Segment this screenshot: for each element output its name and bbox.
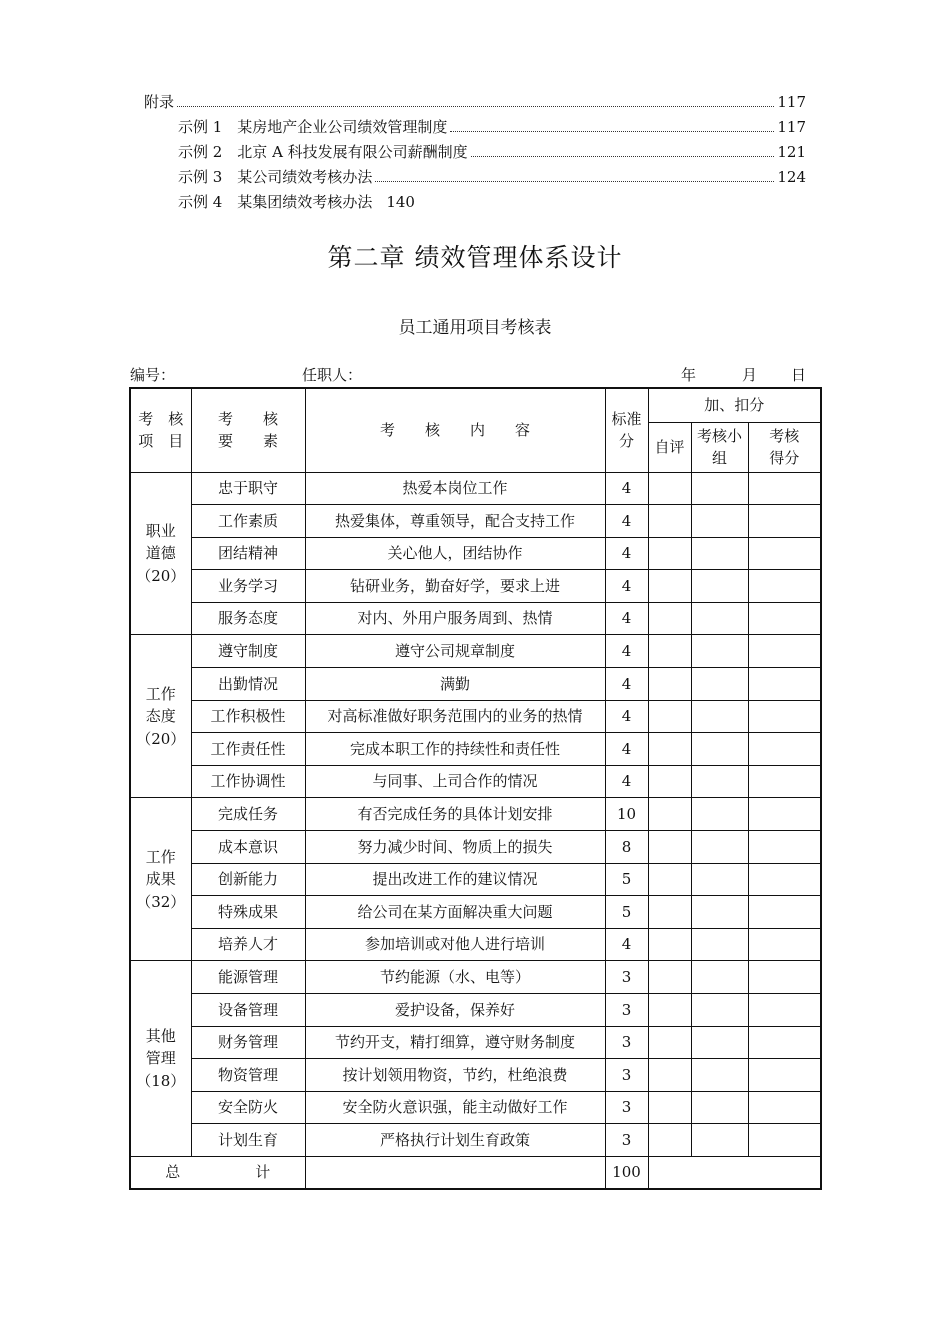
header-content: 考 核 内 容: [305, 388, 605, 472]
self-eval-cell[interactable]: [648, 994, 691, 1027]
content-cell: 节约开支，精打细算，遵守财务制度: [305, 1026, 605, 1059]
year-label: 年: [681, 366, 697, 384]
toc-leader-dots: [375, 181, 774, 182]
toc-entry-page: 117: [777, 118, 806, 136]
points-cell: 4: [605, 668, 648, 701]
points-cell: 3: [605, 1091, 648, 1124]
content-cell: 给公司在某方面解决重大问题: [305, 896, 605, 929]
points-cell: 4: [605, 733, 648, 766]
content-cell: 节约能源（水、电等）: [305, 961, 605, 994]
group-eval-cell[interactable]: [691, 570, 748, 603]
content-cell: 与同事、上司合作的情况: [305, 765, 605, 798]
final-score-cell[interactable]: [748, 733, 821, 766]
final-score-cell[interactable]: [748, 798, 821, 831]
content-cell: 钻研业务，勤奋好学，要求上进: [305, 570, 605, 603]
group-label: 其他 管理 （18）: [130, 961, 191, 1157]
month-label: 月: [742, 366, 758, 384]
header-standard-points: 标准 分: [605, 388, 648, 472]
content-cell: 有否完成任务的具体计划安排: [305, 798, 605, 831]
toc-leader-dots: [450, 131, 774, 132]
self-eval-cell[interactable]: [648, 896, 691, 929]
header-item: 考 核 项 目: [130, 388, 191, 472]
content-cell: 提出改进工作的建议情况: [305, 863, 605, 896]
element-cell: 能源管理: [191, 961, 305, 994]
group-eval-cell[interactable]: [691, 1026, 748, 1059]
self-eval-cell[interactable]: [648, 1124, 691, 1157]
self-eval-cell[interactable]: [648, 863, 691, 896]
self-eval-cell[interactable]: [648, 1026, 691, 1059]
content-cell: 对高标准做好职务范围内的业务的热情: [305, 700, 605, 733]
group-eval-cell[interactable]: [691, 994, 748, 1027]
content-cell: 努力减少时间、物质上的损失: [305, 831, 605, 864]
group-eval-cell[interactable]: [691, 961, 748, 994]
group-eval-cell[interactable]: [691, 928, 748, 961]
number-label: 编号：: [130, 366, 176, 384]
final-score-cell[interactable]: [748, 961, 821, 994]
final-score-cell[interactable]: [748, 765, 821, 798]
toc-leader-dots: [471, 156, 775, 157]
content-cell: 对内、外用户服务周到、热情: [305, 602, 605, 635]
self-eval-cell[interactable]: [648, 668, 691, 701]
element-cell: 业务学习: [191, 570, 305, 603]
final-score-cell[interactable]: [748, 570, 821, 603]
element-cell: 培养人才: [191, 928, 305, 961]
group-eval-cell[interactable]: [691, 1059, 748, 1092]
element-cell: 财务管理: [191, 1026, 305, 1059]
group-eval-cell[interactable]: [691, 505, 748, 538]
table-row: [130, 570, 821, 603]
toc-entry-example-4[interactable]: [178, 191, 415, 212]
final-score-cell[interactable]: [748, 1026, 821, 1059]
table-row: [130, 472, 821, 505]
element-cell: 工作协调性: [191, 765, 305, 798]
chapter-title: 第二章 绩效管理体系设计: [327, 243, 623, 272]
toc-entry-page: 124: [777, 168, 806, 186]
final-score-cell[interactable]: [748, 472, 821, 505]
toc-entry-label: 示例 2 北京 A 科技发展有限公司薪酬制度: [178, 143, 468, 161]
toc-entry-appendix[interactable]: [144, 91, 806, 112]
self-eval-cell[interactable]: [648, 831, 691, 864]
table-row: [130, 831, 821, 864]
final-score-cell[interactable]: [748, 537, 821, 570]
group-eval-cell[interactable]: [691, 472, 748, 505]
element-cell: 服务态度: [191, 602, 305, 635]
element-cell: 安全防火: [191, 1091, 305, 1124]
table-row: [130, 602, 821, 635]
table-row: [130, 668, 821, 701]
total-points: 100: [605, 1156, 648, 1189]
final-score-cell[interactable]: [748, 700, 821, 733]
points-cell: 4: [605, 765, 648, 798]
points-cell: 8: [605, 831, 648, 864]
self-eval-cell[interactable]: [648, 602, 691, 635]
group-eval-cell[interactable]: [691, 733, 748, 766]
element-cell: 创新能力: [191, 863, 305, 896]
self-eval-cell[interactable]: [648, 798, 691, 831]
points-cell: 5: [605, 896, 648, 929]
points-cell: 4: [605, 928, 648, 961]
final-score-cell[interactable]: [748, 1059, 821, 1092]
self-eval-cell[interactable]: [648, 472, 691, 505]
toc-entry-example-3[interactable]: [178, 166, 806, 187]
group-eval-cell[interactable]: [691, 537, 748, 570]
toc-leader-dots: [177, 106, 774, 107]
header-final-score: 考核 得分: [748, 422, 821, 472]
content-cell: 爱护设备，保养好: [305, 994, 605, 1027]
final-score-cell[interactable]: [748, 505, 821, 538]
toc-entry-page: 121: [777, 143, 806, 161]
self-eval-cell[interactable]: [648, 961, 691, 994]
toc-entry-example-1[interactable]: [178, 116, 806, 137]
content-cell: 按计划领用物资，节约，杜绝浪费: [305, 1059, 605, 1092]
group-eval-cell[interactable]: [691, 1091, 748, 1124]
content-cell: 严格执行计划生育政策: [305, 1124, 605, 1157]
points-cell: 4: [605, 472, 648, 505]
total-score-cell[interactable]: [648, 1156, 821, 1189]
table-row: [130, 765, 821, 798]
final-score-cell[interactable]: [748, 863, 821, 896]
points-cell: 4: [605, 602, 648, 635]
self-eval-cell[interactable]: [648, 733, 691, 766]
total-content-cell[interactable]: [305, 1156, 605, 1189]
points-cell: 3: [605, 1059, 648, 1092]
toc-entry-page: 117: [777, 93, 806, 111]
table-row: [130, 635, 821, 668]
final-score-cell[interactable]: [748, 928, 821, 961]
self-eval-cell[interactable]: [648, 537, 691, 570]
element-cell: 特殊成果: [191, 896, 305, 929]
group-label: 职业 道德 （20）: [130, 472, 191, 635]
group-eval-cell[interactable]: [691, 602, 748, 635]
group-eval-cell[interactable]: [691, 896, 748, 929]
element-cell: 计划生育: [191, 1124, 305, 1157]
element-cell: 工作积极性: [191, 700, 305, 733]
table-row: [130, 1091, 821, 1124]
toc-entry-label: 示例 1 某房地产企业公司绩效管理制度: [178, 118, 448, 136]
group-eval-cell[interactable]: [691, 700, 748, 733]
header-adjust: 加、扣分: [648, 388, 821, 422]
appointee-label: 任职人：: [302, 366, 363, 384]
header-group-eval: 考核小 组: [691, 422, 748, 472]
toc-entry-example-2[interactable]: [178, 141, 806, 162]
element-cell: 工作素质: [191, 505, 305, 538]
element-cell: 遵守制度: [191, 635, 305, 668]
content-cell: 满勤: [305, 668, 605, 701]
group-label: 工作 态度 （20）: [130, 635, 191, 798]
table-row: [130, 505, 821, 538]
points-cell: 4: [605, 505, 648, 538]
header-self-eval: 自评: [648, 422, 691, 472]
self-eval-cell[interactable]: [648, 635, 691, 668]
content-cell: 热爱本岗位工作: [305, 472, 605, 505]
self-eval-cell[interactable]: [648, 1059, 691, 1092]
element-cell: 完成任务: [191, 798, 305, 831]
element-cell: 团结精神: [191, 537, 305, 570]
toc-entry-page: 140: [386, 193, 415, 211]
day-label: 日: [791, 366, 807, 384]
toc-entry-label: 示例 4 某集团绩效考核办法: [178, 193, 373, 211]
self-eval-cell[interactable]: [648, 765, 691, 798]
table-row: [130, 733, 821, 766]
points-cell: 3: [605, 1026, 648, 1059]
content-cell: 参加培训或对他人进行培训: [305, 928, 605, 961]
total-row: [130, 1156, 821, 1189]
element-cell: 出勤情况: [191, 668, 305, 701]
table-row: [130, 1059, 821, 1092]
final-score-cell[interactable]: [748, 1091, 821, 1124]
table-title: 员工通用项目考核表: [398, 318, 552, 338]
group-eval-cell[interactable]: [691, 668, 748, 701]
points-cell: 3: [605, 1124, 648, 1157]
table-row: [130, 961, 821, 994]
content-cell: 关心他人，团结协作: [305, 537, 605, 570]
final-score-cell[interactable]: [748, 896, 821, 929]
table-row: [130, 994, 821, 1027]
element-cell: 物资管理: [191, 1059, 305, 1092]
final-score-cell[interactable]: [748, 831, 821, 864]
table-row: [130, 863, 821, 896]
final-score-cell[interactable]: [748, 602, 821, 635]
points-cell: 4: [605, 700, 648, 733]
self-eval-cell[interactable]: [648, 1091, 691, 1124]
element-cell: 工作责任性: [191, 733, 305, 766]
table-row: [130, 1124, 821, 1157]
final-score-cell[interactable]: [748, 635, 821, 668]
self-eval-cell[interactable]: [648, 570, 691, 603]
self-eval-cell[interactable]: [648, 700, 691, 733]
element-cell: 设备管理: [191, 994, 305, 1027]
points-cell: 3: [605, 994, 648, 1027]
group-eval-cell[interactable]: [691, 1124, 748, 1157]
header-element: 考 核 要 素: [191, 388, 305, 472]
table-row: [130, 1026, 821, 1059]
points-cell: 3: [605, 961, 648, 994]
element-cell: 成本意识: [191, 831, 305, 864]
group-eval-cell[interactable]: [691, 635, 748, 668]
points-cell: 5: [605, 863, 648, 896]
group-eval-cell[interactable]: [691, 863, 748, 896]
evaluation-table: [129, 387, 822, 1190]
points-cell: 10: [605, 798, 648, 831]
points-cell: 4: [605, 635, 648, 668]
table-row: [130, 537, 821, 570]
table-row: [130, 700, 821, 733]
self-eval-cell[interactable]: [648, 928, 691, 961]
content-cell: 遵守公司规章制度: [305, 635, 605, 668]
content-cell: 安全防火意识强，能主动做好工作: [305, 1091, 605, 1124]
group-label: 工作 成果 （32）: [130, 798, 191, 961]
toc-entry-label: 附录: [144, 93, 175, 111]
total-label: 总 计: [130, 1156, 305, 1189]
group-eval-cell[interactable]: [691, 831, 748, 864]
table-row: [130, 798, 821, 831]
points-cell: 4: [605, 570, 648, 603]
content-cell: 完成本职工作的持续性和责任性: [305, 733, 605, 766]
element-cell: 忠于职守: [191, 472, 305, 505]
table-row: [130, 928, 821, 961]
points-cell: 4: [605, 537, 648, 570]
toc-entry-label: 示例 3 某公司绩效考核办法: [178, 168, 373, 186]
content-cell: 热爱集体，尊重领导，配合支持工作: [305, 505, 605, 538]
final-score-cell[interactable]: [748, 1124, 821, 1157]
self-eval-cell[interactable]: [648, 505, 691, 538]
final-score-cell[interactable]: [748, 668, 821, 701]
group-eval-cell[interactable]: [691, 798, 748, 831]
group-eval-cell[interactable]: [691, 765, 748, 798]
final-score-cell[interactable]: [748, 994, 821, 1027]
table-row: [130, 896, 821, 929]
